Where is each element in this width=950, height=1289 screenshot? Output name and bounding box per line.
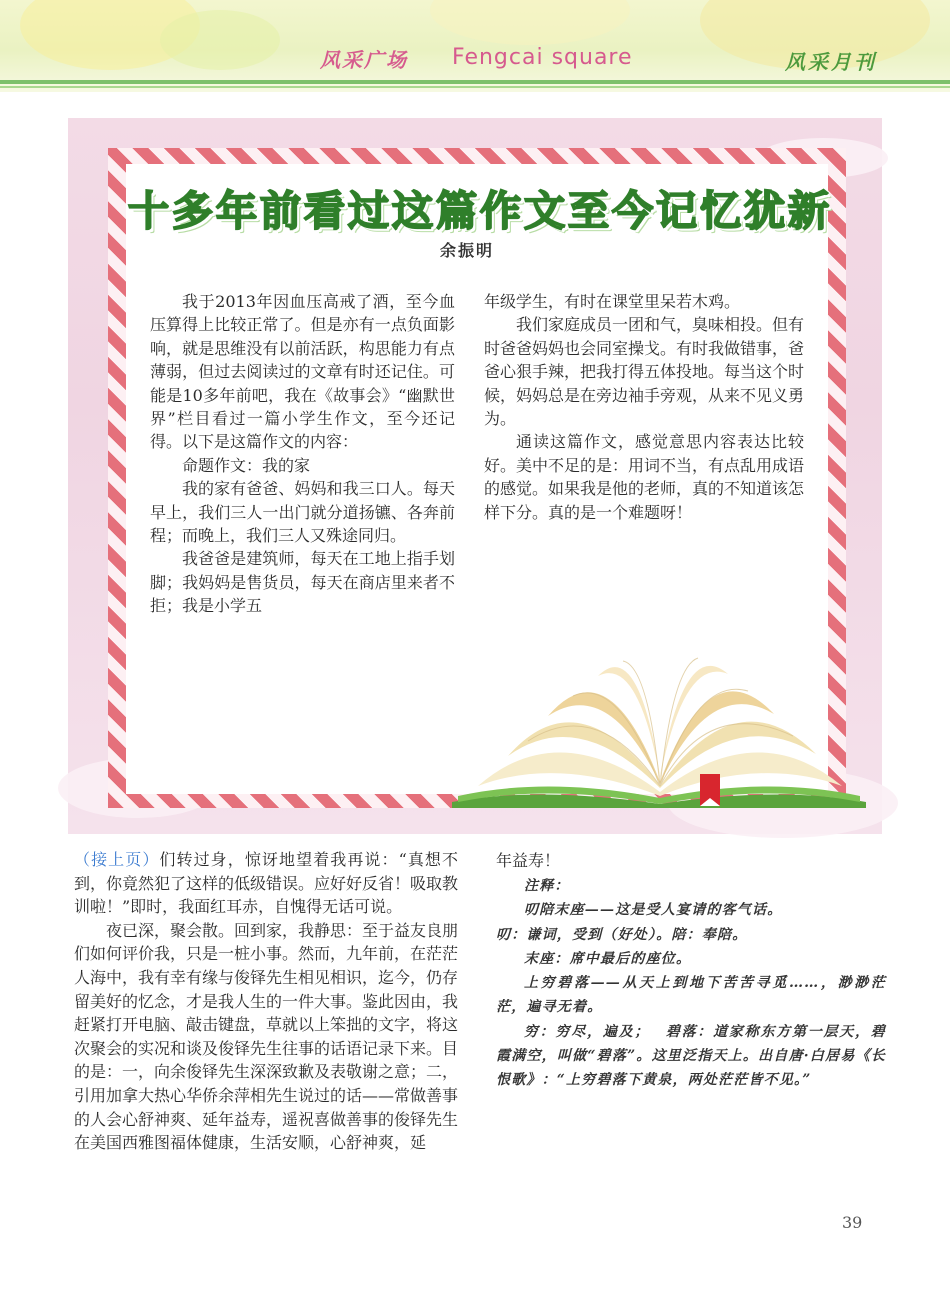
paragraph: 我于2013年因血压高戒了酒，至今血压算得上比较正常了。但是亦有一点负面影响，就是思维没有以前活跃，构思能力有点薄弱，但过去阅读过的文章有时还记住。可能是10多年前吧，我在《故事会》“幽默世界”栏目看过一篇小学生作文，至今还记得。以下是这篇作文的内容： [150,292,455,452]
open-book-illustration [448,636,870,808]
continued-marker: （接上页） [74,850,160,869]
page-header [0,0,950,92]
notes-section [496,874,886,1093]
paragraph-continuation: 年级学生，有时在课堂里呆若木鸡。 [484,292,741,311]
paragraph: 我爸爸是建筑师，每天在工地上指手划脚；我妈妈是售货员，每天在商店里来者不拒；我是小学五 [150,549,455,616]
feature-author: 余振明 [440,241,495,260]
paragraph: 我的家有爸爸、妈妈和我三口人。每天早上，我们三人一出门就分道扬镳、各奔前程；而晚上，我们三人又殊途同归。 [150,479,455,546]
header-divider [0,86,950,88]
paragraph: 我们家庭成员一团和气，臭味相投。但有时爸爸妈妈也会同室操戈。有时我做错事，爸爸心狠手辣，把我打得五体投地。每当这个时候，妈妈总是在旁边袖手旁观，从来不见义勇为。 [484,315,805,429]
note-item: 叨：谦词，受到（好处）。陪：奉陪。 [496,926,748,943]
feature-title: 十多年前看过这篇作文至今记忆犹新 [128,187,832,235]
feature-left-column [150,290,455,618]
notes-heading: 注释： [524,878,570,894]
section-title-en: Fengcai square [452,45,633,70]
header-divider [0,80,950,84]
paragraph: 通读这篇作文，感觉意思内容表达比较好。美中不足的是：用词不当，有点乱用成语的感觉。如果我是他的老师，真的不知道该怎样下分。真的是一个难题呀！ [484,432,805,522]
note-item: 穷：穷尽，遍及； 碧落：道家称东方第一层天，碧霞满空，叫做“碧落”。这里泛指天上。出自唐·白居易《长恨歌》：“上穷碧落下黄泉，两处茫茫皆不见。” [496,1023,886,1089]
paragraph: 夜已深，聚会散。回到家，我静思：至于益友良朋们如何评价我，只是一桩小事。然而，九年前，在茫茫人海中，我有幸有缘与俊铎先生相见相识，迄今，仍存留美好的忆念，才是我人生的一件大事。鉴此因由，我赶紧打开电脑、敲击键盘，草就以上笨拙的文字，将这次聚会的实况和谈及俊铎先生往事的话语记录下来。目的是：一，向余俊铎先生深深致歉及表敬谢之意；二，引用加拿大热心华侨余萍相先生说过的话——常做善事的人会心舒神爽、延年益寿，遥祝喜做善事的俊铎先生在美国西雅图福体健康，生活安顺，心舒神爽，延 [74,920,459,1153]
paragraph: 命题作文：我的家 [182,455,311,475]
note-item: 末座：席中最后的座位。 [524,950,692,967]
header-decoration [160,10,280,70]
page-number: 39 [842,1213,863,1232]
article-left-column [74,848,458,1155]
header-decoration [430,0,630,45]
paragraph-text: 们转过身，惊讶地望着我再说：“真想不到，你竟然犯了这样的低级错误。应好好反省！吸取教训啦！”即时，我面红耳赤，自愧得无话可说。 [74,850,459,917]
section-title: 风采广场 [320,48,408,72]
magazine-name: 风采月刊 [785,50,877,74]
paragraph-continuation: 年益寿！ [496,851,561,870]
note-item: 上穷碧落——从天上到地下苦苦寻觅……，渺渺茫茫，遍寻无着。 [496,975,886,1016]
note-item: 叨陪末座——这是受人宴请的客气话。 [524,902,783,919]
paragraph [74,848,458,919]
feature-right-column [484,290,804,524]
